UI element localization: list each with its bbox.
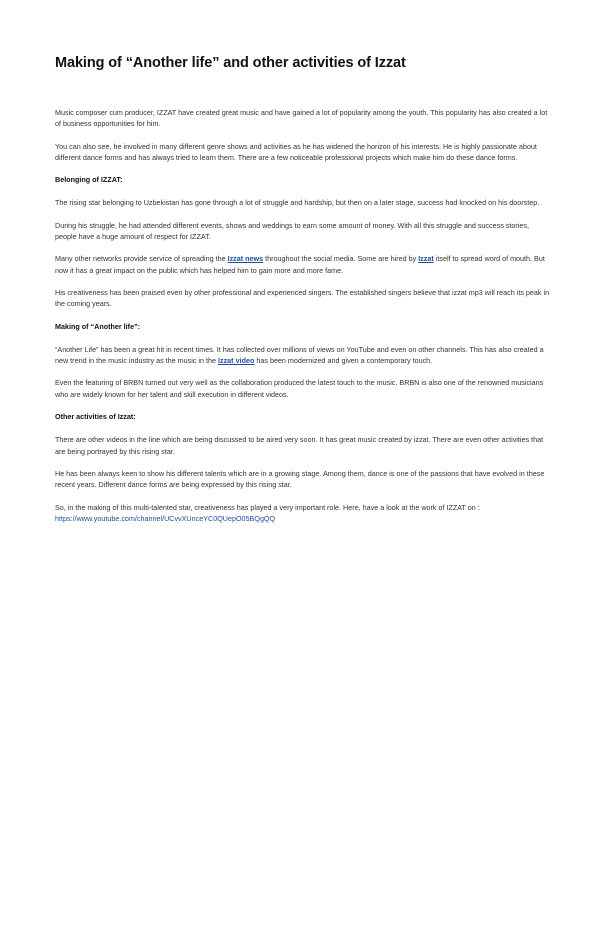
link-izzat-news[interactable]: Izzat news (227, 254, 264, 264)
heading-other-activities: Other activities of Izzat: (55, 412, 136, 422)
paragraph-creativeness: His creativeness has been praised even by other professional and experienced singers. The established singers believe that izzat mp3 will reach its peak in the coming years. (55, 287, 550, 309)
document-title: Making of “Another life” and other activities of Izzat (55, 55, 406, 71)
paragraph-networks (55, 253, 550, 276)
paragraph-uzbekistan: The rising star belonging to Uzbekistan has gone through a lot of struggle and hardship, but then on a later stage, success had knocked on his doorstep. (55, 198, 540, 208)
text-segment: has been modernized and given a contemporary touch. (254, 356, 433, 366)
heading-belonging: Belonging of IZZAT: (55, 175, 123, 185)
paragraph-talents: He has been always keen to show his different talents which are in a growing stage. Among them, dance is one of the passions that have evolved in these recent years. Different dance forms are being expressed by this rising star. (55, 468, 545, 490)
paragraph-another-life (55, 344, 550, 367)
text-segment: So, in the making of this multi-talented star, creativeness has played a very important role. Here, have a look at the work of IZZAT on : (55, 502, 480, 512)
paragraph-other-videos: There are other videos in the line which are being discussed to be aired very soon. It has great music created by izzat. There are even other activities that are being portrayed by this rising star. (55, 435, 544, 456)
text-segment: itself to spread word of mouth. But now it has a great impact on the public which has helped him to gain more and more fame. (55, 254, 545, 275)
link-youtube-channel[interactable]: https://www.youtube.com/channel/UCvvXUnceYC0QUepO05BQgQQ (55, 513, 276, 523)
paragraph-brbn: Even the featuring of BRBN turned out very well as the collaboration produced the latest touch to the music. BRBN is also one of the renowned musicians who are widely known for her talent and skill execution in different videos. (55, 378, 544, 399)
heading-making: Making of “Another life”: (55, 321, 141, 331)
link-izzat[interactable]: Izzat (418, 254, 434, 264)
text-segment: throughout the social media. Some are hired by (263, 254, 419, 264)
paragraph-conclusion (55, 502, 550, 525)
text-segment: “Another Life” has been a great hit in recent times. It has collected over millions of views on YouTube and even on other channels. This has also created a new trend in the music industry as the music in the (55, 344, 544, 366)
paragraph-struggle: During his struggle, he had attended different events, shows and weddings to earn some amount of money. With all this struggle and success stories, people have a huge amount of respect for IZZAT. (55, 220, 529, 242)
link-izzat-video[interactable]: Izzat video (218, 356, 255, 366)
paragraph-genres: You can also see, he involved in many different genre shows and activities as he has widened the horizon of his interests. He is highly passionate about different dance forms and has always tried to learn them. There are a few noticeable professional projects which make him do these dance forms. (55, 141, 537, 162)
paragraph-intro: Music composer cum producer, IZZAT have created great music and have gained a lot of popularity among the youth. This popularity has also created a lot of business opportunities for him. (55, 108, 548, 129)
text-segment: Many other networks provide service of spreading the (55, 254, 228, 264)
document-page (55, 55, 550, 535)
